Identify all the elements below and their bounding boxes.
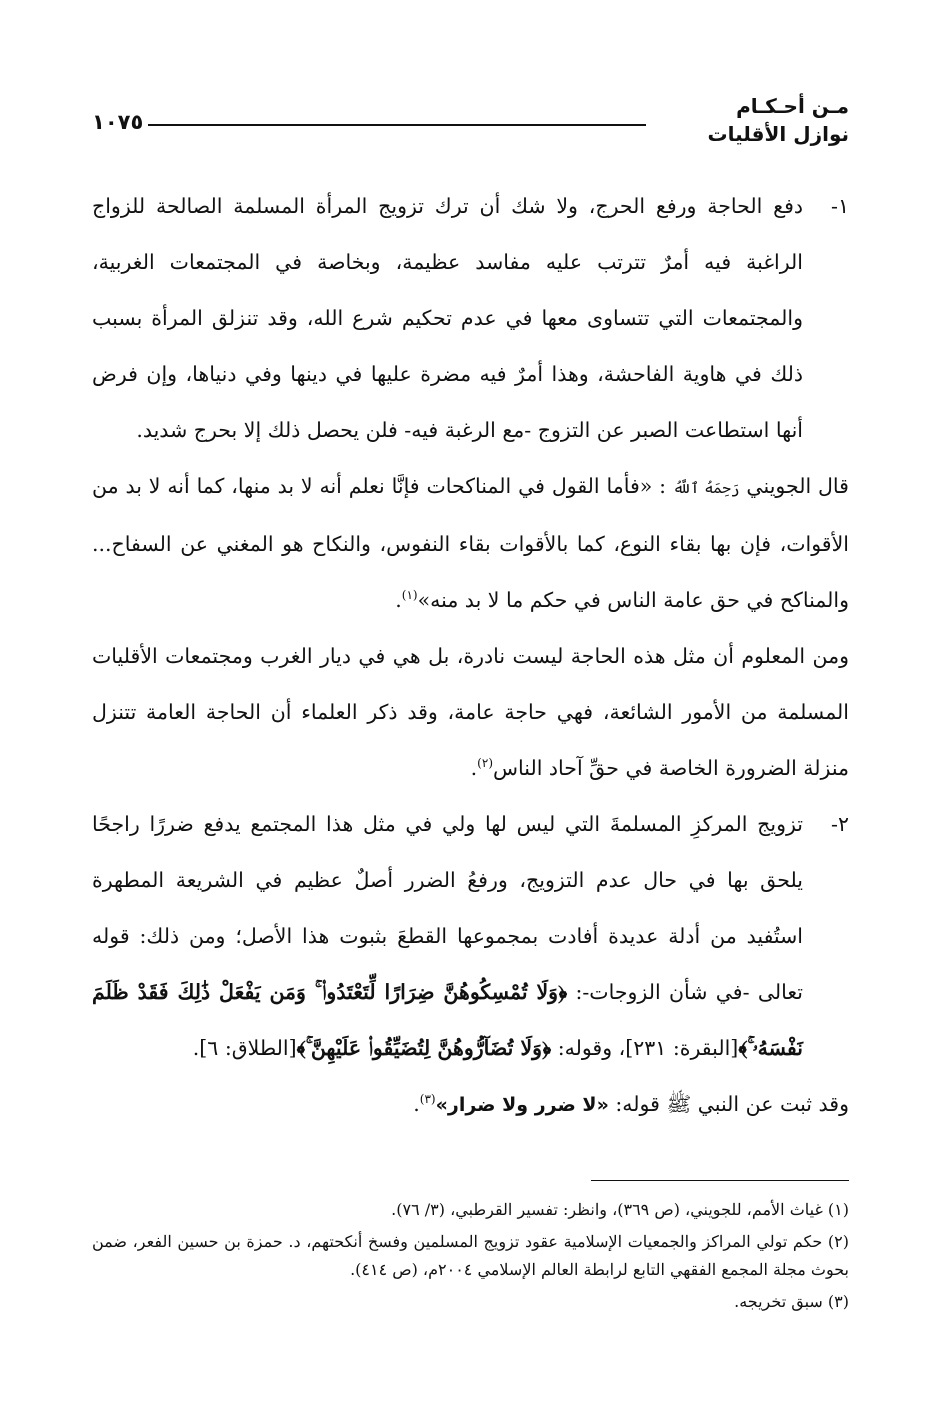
- general-need-paragraph: ومن المعلوم أن مثل هذه الحاجة ليست نادرة، بل هي في ديار الغرب ومجتمعات الأقليات المسلمة من الأمور الشائعة، فهي حاجة عامة، وقد ذكر العلماء أن الحاجة العامة تتنزل منزلة الضرورة الخاصة في حقِّ آحاد الناس$^{(٢)}$.: [92, 644, 849, 780]
- footnotes: [92, 1196, 849, 1320]
- list-item-1: [92, 178, 849, 458]
- footnote-ref-1[interactable]: (١): [401, 588, 418, 603]
- footnote-separator: [591, 1180, 849, 1181]
- list-item-2: [92, 796, 849, 1076]
- item-text: [92, 796, 803, 1076]
- quran-verse-2: ﴿وَلَا تُضَآرُّوهُنَّ لِتُضَيِّقُوا۟ عَلَيْهِنَّ ۚ﴾: [296, 1036, 552, 1060]
- quran-citation-1: [البقرة: ٢٣١]، وقوله:: [557, 1036, 739, 1060]
- footnote-ref-2[interactable]: (٢): [477, 756, 493, 771]
- running-header: [707, 92, 849, 148]
- footnote-ref-3[interactable]: (٣): [419, 1092, 436, 1107]
- quote-text: : «فأما القول في المناكحات فإنَّا نعلم أنه لا بد منها، كما أنه لا بد من الأقوات، فإن بها بقاء النوع، كما بالأقوات بقاء النفوس، والنكاح هو المغني عن السفاح... والمناكح في حق عامة الناس في حكم ما لا بد منه»: [92, 474, 849, 612]
- hadith-text: «لا ضرر ولا ضرار»: [435, 1094, 609, 1116]
- header-title-line1: مـن أحـكـام: [736, 94, 849, 118]
- hadith-intro: وقد ثبت عن النبي ﷺ قوله:: [615, 1092, 849, 1116]
- item-number: ١-: [831, 194, 849, 218]
- paragraph-text: ومن المعلوم أن مثل هذه الحاجة ليست نادرة، بل هي في ديار الغرب ومجتمعات الأقليات المسلمة من الأمور الشائعة، فهي حاجة عامة، وقد ذكر العلماء أن الحاجة العامة تتنزل منزلة الضرورة الخاصة في حقِّ آحاد الناس: [92, 644, 849, 780]
- header-title-line2: نوازل الأقليات: [707, 122, 849, 146]
- item-text: دفع الحاجة ورفع الحرج، ولا شك أن ترك تزويج المرأة المسلمة الصالحة للزواج الراغبة فيه أمرٌ تترتب عليه مفاسد عظيمة، وبخاصة في المجتمعات الغربية، والمجتمعات التي تتساوى معها في عدم تحكيم شرع الله، وقد تنزلق المرأة بسبب ذلك في هاوية الفاحشة، وهذا أمرٌ فيه مضرة عليها في دينها وفي دنياها، وإن فرض أنها استطاعت الصبر عن التزوج -مع الرغبة فيه- فلن يحصل ذلك إلا بحرج شديد.: [92, 194, 803, 442]
- quran-citation-2: [الطلاق: ٦].: [192, 1036, 297, 1060]
- honorific: رَحِمَهُ ٱللَّهُ: [672, 479, 740, 497]
- item-body: تزويج المركزِ المسلمةَ التي ليس لها ولي في مثل هذا المجتمع يدفع ضررًا راجحًا يلحق بها في حال عدم التزويج، ورفعُ الضرر أصلٌ عظيم في الشريعة المطهرة استُفيد من أدلة عديدة أفادت بمجموعها القطعَ بثبوت هذا الأصل؛ ومن ذلك: قوله تعالى -في شأن الزوجات-:: [92, 812, 803, 1004]
- quran-verse-1: ﴿وَلَا تُمْسِكُوهُنَّ ضِرَارًا لِّتَعْتَدُوا۟ ۚ وَمَن يَفْعَلْ ذَٰلِكَ فَقَدْ ظَلَمَ نَفْسَهُۥ ۚ﴾: [92, 980, 803, 1060]
- juwaini-quote-paragraph: قال الجويني رَحِمَهُ ٱللَّهُ : «فأما القول في المناكحات فإنَّا نعلم أنه لا بد منها، كما أنه لا بد من الأقوات، فإن بها بقاء النوع، كما بالأقوات بقاء النفوس، والنكاح هو المغني عن السفاح... والمناكح في حق عامة الناس في حكم ما لا بد منه»$^{(١)}$.: [92, 474, 849, 612]
- header-rule: [148, 124, 646, 126]
- footnote-3: (٣) سبق تخريجه.: [734, 1292, 849, 1311]
- footnote-2: (٢) حكم تولي المراكز والجمعيات الإسلامية عقود تزويج المسلمين وفسخ أنكحتهم، د. حمزة بن حسين الفعر، ضمن بحوث مجلة المجمع الفقهي التابع لرابطة العالم الإسلامي ٢٠٠٤م، (ص ٤١٤).: [92, 1232, 849, 1279]
- item-number: ٢-: [831, 812, 849, 836]
- quote-intro: قال الجويني: [746, 474, 849, 498]
- hadith-paragraph: وقد ثبت عن النبي ﷺ قوله: «لا ضرر ولا ضرار»$^{(٣)}$.: [413, 1092, 849, 1116]
- footnote-1: (١) غياث الأمم، للجويني، (ص ٣٦٩)، وانظر: تفسير القرطبي، (٣/ ٧٦).: [391, 1200, 849, 1219]
- main-text: [92, 178, 849, 1133]
- page-number: ١٠٧٥: [92, 110, 144, 134]
